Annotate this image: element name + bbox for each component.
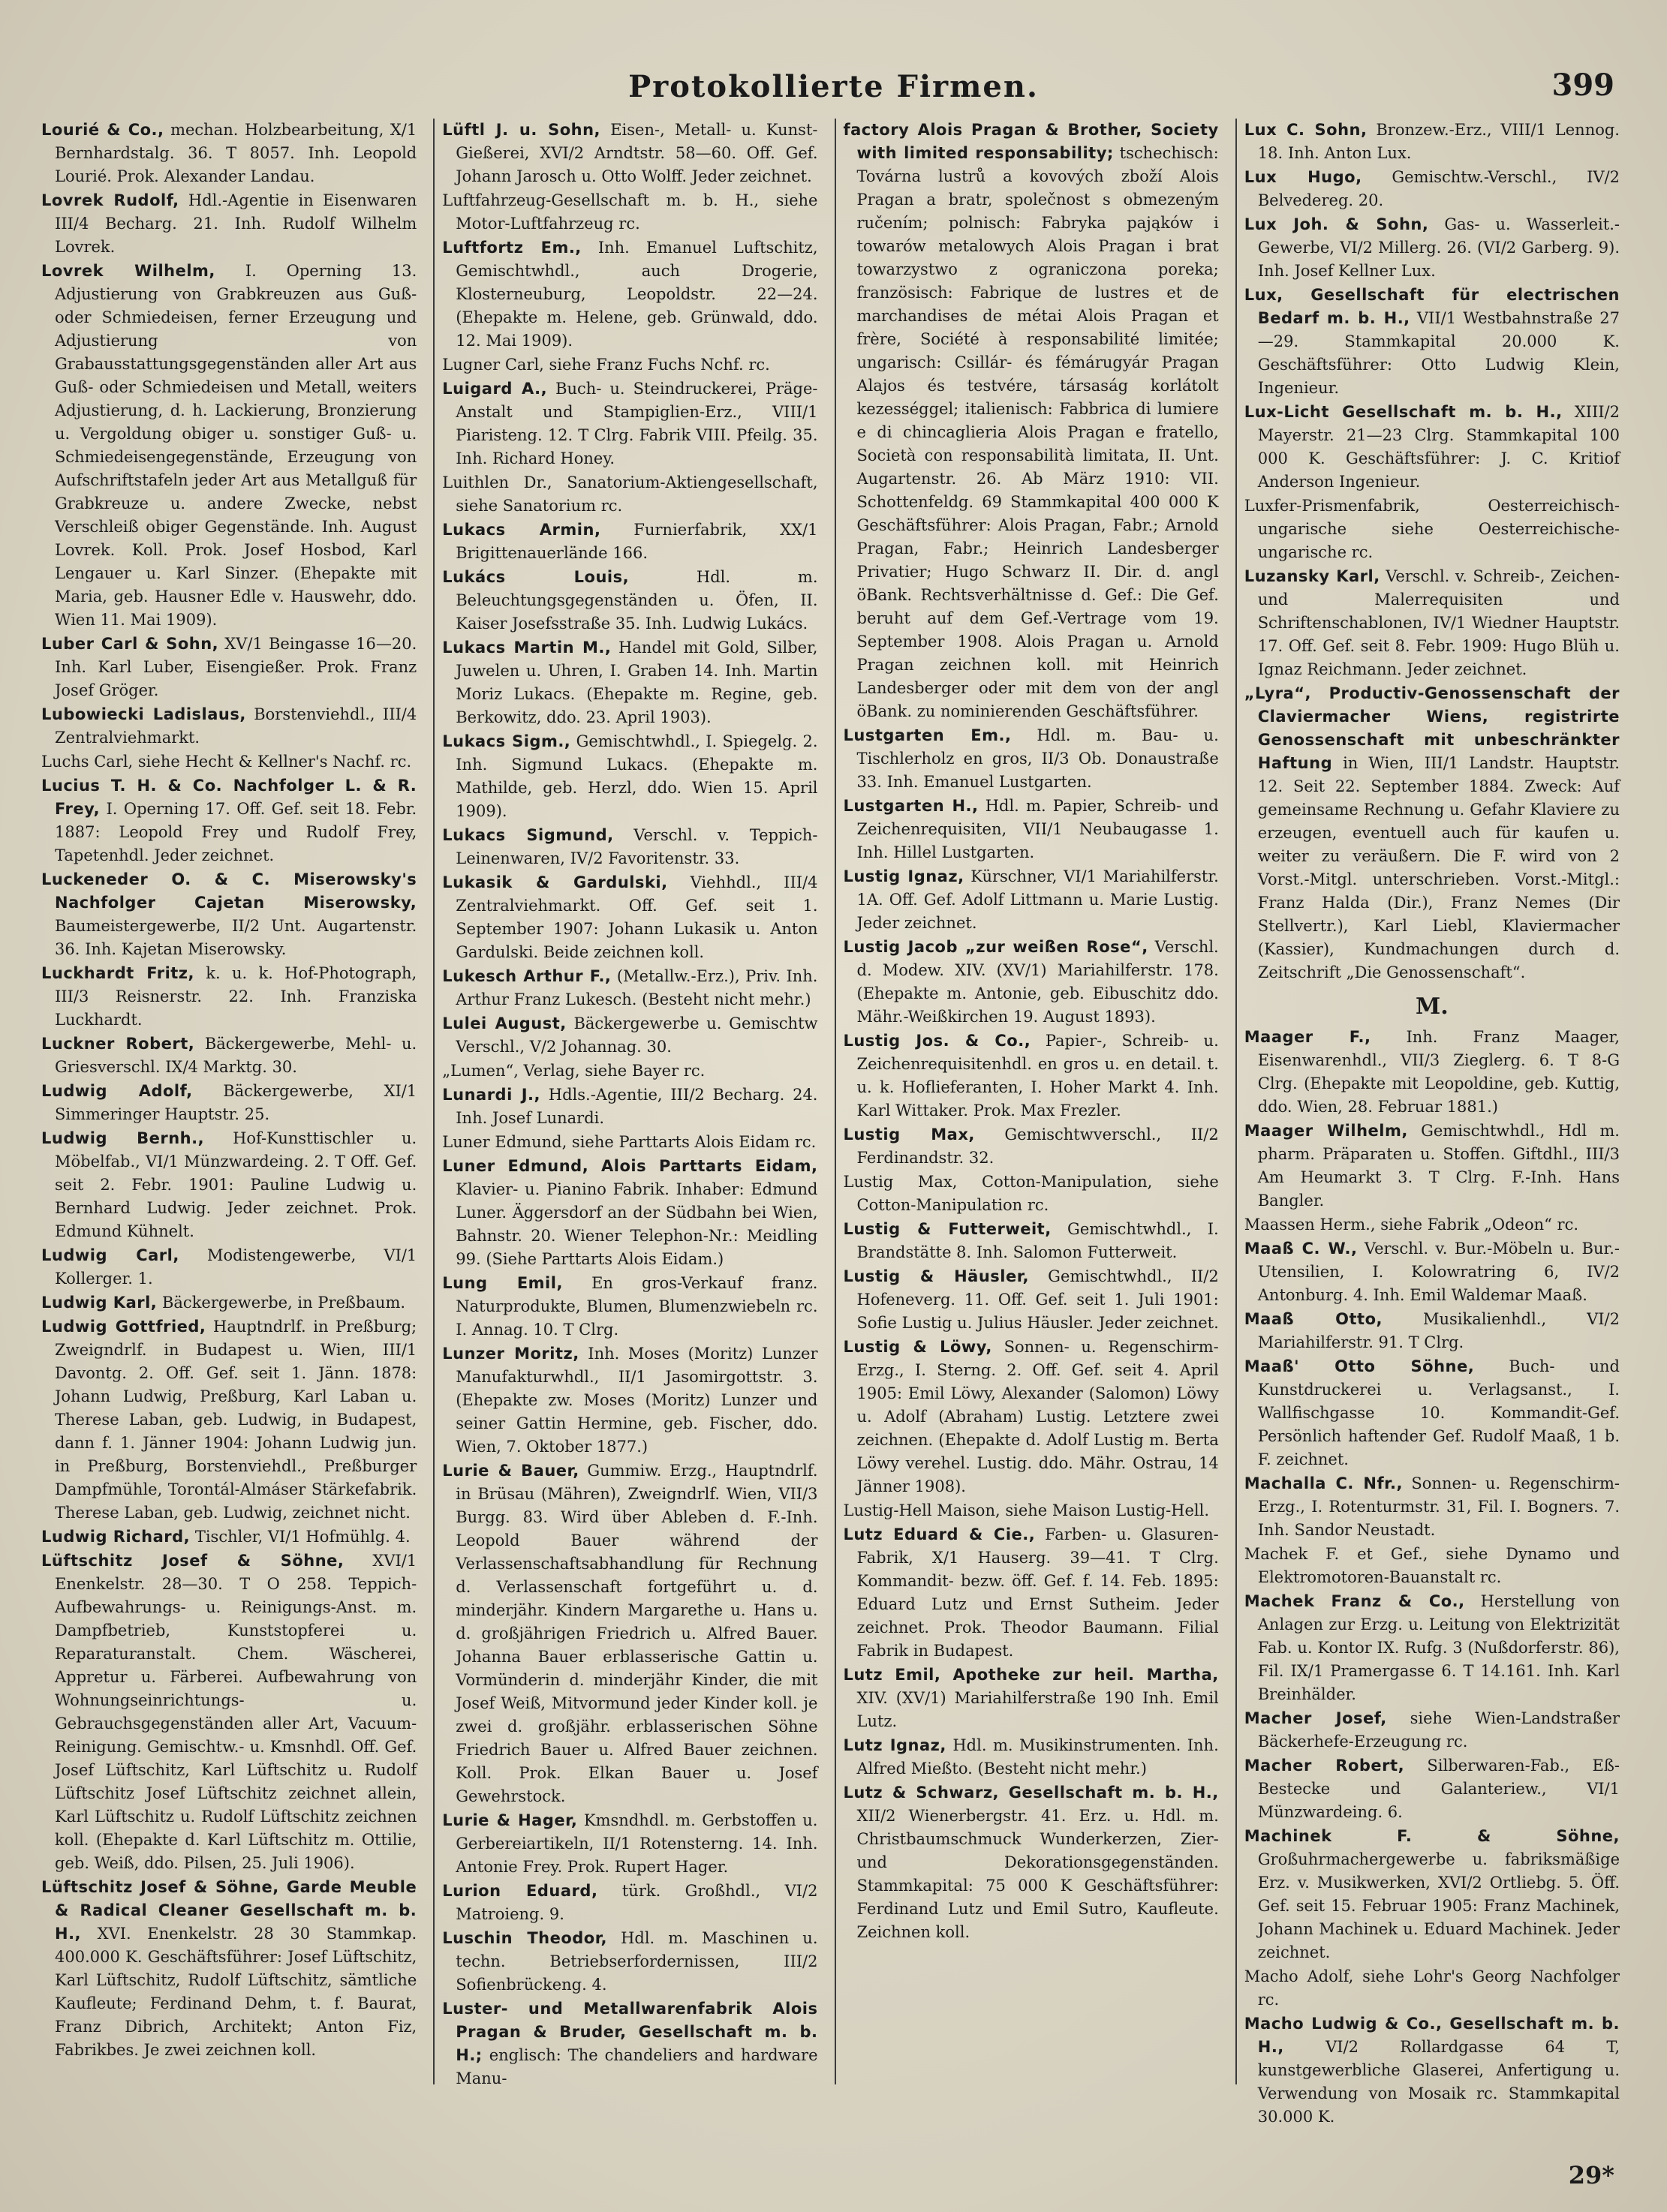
- directory-entry: [844, 1336, 1219, 1498]
- entry-text: Lugner Carl, siehe Franz Fuchs Nchf. rc.: [442, 356, 770, 374]
- entry-text: Herstellung von Anlagen zur Erzg. u. Leitung von Elektrizität Fab. u. Kontor IX. Rufg. 3 (Nußdorferstr. 86), Fil. IX/1 Pramergasse 6. T 14.161. Inh. Karl Breinhälder.: [1257, 1592, 1620, 1703]
- firm-name: Lurion Eduard,: [442, 1882, 598, 1900]
- entry-text: Farben- u. Glasuren-Fabrik, X/1 Hauserg. 39—41. T Clrg. Kommandit- bezw. öff. Gef. f. 14. Feb. 1895: Eduard Lutz und Ernst Sutheim. Jeder zeichnet. Prok. Theodor Baumann. Filial Fabrik in Budapest.: [856, 1525, 1219, 1660]
- directory-entry: [844, 865, 1219, 935]
- firm-name: Lüftl J. u. Sohn,: [442, 121, 601, 139]
- entry-text: I. Operning 13. Adjustierung von Grabkreuzen aus Guß- oder Schmiedeisen, ferner Erzeugung und Adjustierung von Grabausstattungsgegenständen aller Art aus Guß- oder Schmiedeisen und Metall, weiters Adjustierung, d. h. Lackierung, Bronzierung u. Vergoldung obiger u. sonstiger Guß- u. Schmiedeisengegenstände, Erzeugung von Aufschriftstafeln jeder Art aus Metallguß für Grabkreuze u. andere Zwecke, nebst Verschleiß obiger Gegenstände. Inh. August Lovrek. Koll. Prok. Josef Hosbod, Karl Lengauer u. Karl Sinzer. (Ehepakte mit Maria, geb. Hausner Edle v. Hauswehr, ddo. Wien 11. Mai 1909).: [55, 262, 417, 629]
- entry-text: Luxfer-Prismenfabrik, Oesterreichisch-ungarische siehe Oesterreichische-ungarische rc.: [1244, 497, 1620, 561]
- entry-text: Sonnen- u. Regenschirm-Erzg., I. Sterng. 2. Off. Gef. seit 4. April 1905: Emil Löwy, Alexander (Salomon) Löwy u. Adolf (Abraham) Lustig. Letztere zwei zeichnen. (Ehepakte d. Adolf Lustig m. Berta Löwy verehel. Lustig. ddo. Mähr. Ostrau, 14 Jänner 1908).: [856, 1338, 1219, 1495]
- directory-entry: [1244, 1026, 1620, 1119]
- firm-name: Lux Hugo,: [1244, 168, 1362, 186]
- directory-entry: [1244, 494, 1620, 564]
- entry-text: Kürschner, VI/1 Mariahilferstr. 1A. Off. Gef. Adolf Littmann u. Marie Lustig. Jeder zeichnet.: [856, 867, 1219, 932]
- entry-text: Musikalienhdl., VI/2 Mariahilferstr. 91. T Clrg.: [1257, 1310, 1620, 1351]
- entry-text: Bronzew.-Erz., VIII/1 Lennog. 18. Inh. Anton Lux.: [1257, 121, 1620, 162]
- directory-entry: [844, 795, 1219, 864]
- directory-entry: [442, 1342, 817, 1459]
- firm-name: Lunzer Moritz,: [442, 1345, 579, 1363]
- firm-name: Lustgarten Em.,: [843, 726, 1012, 744]
- directory-entry: [442, 730, 817, 823]
- entry-text: Gemischtwhdl., I. Brandstätte 8. Inh. Salomon Futterweit.: [856, 1220, 1219, 1261]
- firm-name: Lukacs Sigmund,: [442, 826, 614, 844]
- directory-entry: [844, 936, 1219, 1029]
- directory-entry: [41, 1291, 417, 1315]
- directory-entry: [1244, 1355, 1620, 1471]
- column-4: [1235, 119, 1626, 2126]
- directory-entry: [1244, 1825, 1620, 1964]
- entry-text: k. u. k. Hof-Photograph, III/3 Reisnerstr. 22. Inh. Franziska Luckhardt.: [55, 964, 417, 1029]
- directory-entry: [442, 1131, 817, 1154]
- entry-text: Buch- und Kunstdruckerei u. Verlagsanst., I. Wallfischgasse 10. Kommandit-Gef. Persönlich haftender Gef. Rudolf Maaß, 1 b. F. zeichnet.: [1257, 1357, 1620, 1468]
- firm-name: Macher Josef,: [1244, 1709, 1387, 1727]
- directory-entry: [1244, 1707, 1620, 1754]
- entry-text: Lustig Max, Cotton-Manipulation, siehe Cotton-Manipulation rc.: [843, 1173, 1219, 1214]
- directory-entry: [1244, 1120, 1620, 1213]
- entry-text: Tischler, VI/1 Hofmühlg. 4.: [194, 1528, 411, 1546]
- directory-entry: [442, 1059, 817, 1083]
- entry-text: Kmsndhdl. m. Gerbstoffen u. Gerbereiartikeln, II/1 Rotensterng. 14. Inh. Antonie Frey. Prok. Rupert Hager.: [456, 1811, 818, 1876]
- entry-text: Bäckergewerbe, in Preßbaum.: [161, 1294, 406, 1312]
- entry-text: Hof-Kunsttischler u. Möbelfab., VI/1 Münzwardeing. 2. T Off. Gef. seit 2. Febr. 1901: Pauline Ludwig u. Bernhard Ludwig. Jeder zeichnet. Prok. Edmund Kühnelt.: [55, 1129, 417, 1240]
- entry-text: Luchs Carl, siehe Hecht & Kellner's Nachf. rc.: [41, 753, 412, 771]
- firm-name: Lurie & Hager,: [442, 1811, 578, 1829]
- entry-text: Lustig-Hell Maison, siehe Maison Lustig-Hell.: [843, 1501, 1210, 1519]
- firm-name: Lung Emil,: [442, 1274, 563, 1292]
- entry-text: VI/2 Rollardgasse 64 T, kunstgewerbliche Glaserei, Anfertigung u. Verwendung von Mosaik rc. Stammkapital 30.000 K.: [1257, 2038, 1620, 2126]
- firm-name: Maager Wilhelm,: [1244, 1122, 1408, 1140]
- entry-text: siehe Wien-Landstraßer Bäckerhefe-Erzeugung rc.: [1257, 1709, 1620, 1751]
- directory-entry: [1244, 284, 1620, 400]
- directory-entry: [442, 566, 817, 636]
- firm-name: Lux-Licht Gesellschaft m. b. H.,: [1244, 403, 1563, 421]
- firm-name: Ludwig Karl,: [41, 1294, 158, 1312]
- firm-name: Luzansky Karl,: [1244, 567, 1380, 585]
- firm-name: Lubowiecki Ladislaus,: [41, 705, 246, 723]
- entry-text: englisch: The chandeliers and hardware Manu-: [456, 2046, 818, 2087]
- entry-text: in Wien, III/1 Landstr. Hauptstr. 12. Seit 22. September 1884. Zweck: Auf gemeinsame Rechnung u. Gefahr Klaviere zu erzeugen, eventuell auch für kaufen u. weiter zu veräußern. Die F. wird von 2 Vorst.-Mitgl. unterschrieben. Vorst.-Mitgl.: Franz Halda (Dir.), Franz Nemes (Dir Stellvertr.), Karl Liebl, Klaviermacher (Kassier), Kundmachungen durch d. Zeitschrift „Die Genossenschaft“.: [1257, 754, 1620, 981]
- directory-entry: [1244, 682, 1620, 984]
- directory-entry: [41, 774, 417, 867]
- directory-entry: [1244, 401, 1620, 494]
- entry-text: VII/1 Westbahnstraße 27—29. Stammkapital 20.000 K. Geschäftsführer: Otto Ludwig Klein, Ingenieur.: [1257, 309, 1620, 397]
- entry-text: Großuhrmachergewerbe u. fabriksmäßige Erz. v. Musikwerken, XVI/2 Ortliebg. 5. Öff. Gef. seit 15. Februar 1905: Franz Machinek, Johann Machinek u. Eduard Machinek. Jeder zeichnet.: [1257, 1850, 1620, 1961]
- firm-name: Macho Ludwig & Co., Gesellschaft m. b. H.,: [1244, 2015, 1620, 2056]
- entry-text: Viehhdl., III/4 Zentralviehmarkt. Off. Gef. seit 1. September 1907: Johann Lukasik u. Anton Gardulski. Beide zeichnen koll.: [456, 873, 818, 961]
- page-number: 399: [1551, 68, 1614, 103]
- firm-name: Lutz Eduard & Cie.,: [843, 1525, 1036, 1543]
- entry-text: Gas- u. Wasserleit.-Gewerbe, VI/2 Millerg. 26. (VI/2 Garberg. 9). Inh. Josef Kellner Lux.: [1257, 215, 1620, 280]
- column-1: [41, 119, 423, 2084]
- directory-entry: [442, 377, 817, 470]
- entry-text: Handel mit Gold, Silber, Juwelen u. Uhren, I. Graben 14. Inh. Martin Moriz Lukacs. (Ehepakte m. Regine, geb. Berkowitz, ddo. 23. April 1903).: [456, 639, 818, 726]
- firm-name: Luschin Theodor,: [442, 1929, 607, 1947]
- directory-entry: [41, 868, 417, 961]
- entry-text: Verschl. d. Modew. XIV. (XV/1) Mariahilferstr. 178. (Ehepakte m. Antonie, geb. Eibuschitz ddo. Mähr.-Weißkirchen 19. August 1893).: [856, 938, 1219, 1026]
- entry-text: Hauptndrlf. in Preßburg; Zweigndrlf. in Budapest u. Wien, III/1 Davontg. 2. Off. Gef. seit 1. Jänn. 1878: Johann Ludwig, Preßburg, Karl Laban u. Therese Laban, geb. Ludwig, in Budapest, dann f. 1. Jänner 1904: Johann Ludwig jun. in Preßburg, Borstenviehdl., Preßburger Dampfmühle, Torontál-Almáser Stärkefabrik. Therese Laban, geb. Ludwig, zeichnet nicht.: [55, 1318, 417, 1522]
- entry-text: Gemischtw.-Verschl., IV/2 Belvedereg. 20.: [1257, 168, 1620, 209]
- directory-entry: [41, 703, 417, 750]
- firm-name: Lukacs Martin M.,: [442, 639, 612, 657]
- entry-text: Sonnen- u. Regenschirm-Erzg., I. Rotenturmstr. 31, Fil. I. Bogners. 7. Inh. Sandor Neustadt.: [1257, 1474, 1620, 1539]
- entry-text: tschechisch: Továrna lustrů a kovových zboží Alois Pragan a bratr, společnost s obmezeným ručením; polnisch: Fabryka pająków i towarów metalowych Alois Pragan i brat towarzystwo z ograniczona poreka; französisch: Fabrique de lustres et de marchandises de métai Alois Pragan et frère, Société à responsabilité limitée; ungarisch: Csillár- és fémárugyár Pragan Alajos és testvére, társaság korlátolt kezességgel; italienisch: Fabbrica di lumiere e di chincaglieria Alois Pragan e fratello, Società con responsabilità limitata, II. Unt. Augartenstr. 26. Ab März 1910: VII. Schottenfeldg. 69 Stammkapital 400 000 K Geschäftsführer: Alois Pragan, Fabr.; Arnold Pragan, Fabr.; Heinrich Landesberger Privatier; Hugo Schwarz II. Dir. d. angl öBank. Rechtsverhältnisse d. Gef.: Die Gef. beruht auf dem Gef.-Vertrage vom 19. September 1908. Alois Pragan u. Arnold Pragan zeichnen koll. mit Heinrich Landesberger oder mit dem von der angl öBank. zu nominierenden Geschäftsführer.: [856, 144, 1219, 720]
- directory-entry: [41, 1549, 417, 1875]
- firm-name: Lucius T. H. & Co. Nachfolger L. & R. Frey,: [41, 777, 417, 818]
- firm-name: Lustig Jacob „zur weißen Rose“,: [843, 938, 1148, 956]
- entry-text: Klavier- u. Pianino Fabrik. Inhaber: Edmund Luner. Äggersdorf an der Südbahn bei Wien, Bahnstr. 20. Wiener Telephon-Nr.: Meidling 99. (Siehe Parttarts Alois Eidam.): [456, 1180, 818, 1268]
- running-title: Protokollierte Firmen.: [628, 69, 1039, 104]
- entry-text: Buch- u. Steindruckerei, Präge-Anstalt und Stampiglien-Erz., VIII/1 Piaristeng. 12. T Clrg. Fabrik VIII. Pfeilg. 35. Inh. Richard Honey.: [456, 380, 818, 467]
- directory-entry: [1244, 565, 1620, 681]
- firm-name: Lovrek Wilhelm,: [41, 262, 215, 280]
- firm-name: Lutz Ignaz,: [843, 1736, 946, 1754]
- firm-name: Lunardi J.,: [442, 1086, 540, 1104]
- directory-entry: [41, 1032, 417, 1079]
- firm-name: Lustgarten H.,: [843, 797, 979, 815]
- firm-name: Ludwig Carl,: [41, 1246, 179, 1264]
- directory-entry: [442, 1809, 817, 1879]
- firm-name: Machinek F. & Söhne,: [1244, 1827, 1620, 1845]
- entry-text: Silberwaren-Fab., Eß-Bestecke und Galanteriew., VI/1 Münzwardeing. 6.: [1257, 1757, 1620, 1821]
- directory-entry: [41, 1876, 417, 2062]
- directory-entry: [41, 1127, 417, 1243]
- entry-text: Hdl. m. Bau- u. Tischlerholz en gros, II/3 Ob. Donaustraße 33. Inh. Emanuel Lustgarten.: [856, 726, 1219, 791]
- firm-name: Lustig & Löwy,: [843, 1338, 992, 1356]
- firm-name: Luftfortz Em.,: [442, 239, 582, 257]
- entry-text: Bäckergewerbe, XI/1 Simmeringer Hauptstr. 25.: [55, 1082, 417, 1123]
- entry-text: Hdl. m. Beleuchtungsgegenständen u. Öfen, II. Kaiser Josefsstraße 35. Inh. Ludwig Lukács.: [456, 568, 818, 633]
- directory-entry: [1244, 166, 1620, 212]
- entry-text: Hdl. m. Musikinstrumenten. Inh. Alfred Mießto. (Besteht nicht mehr.): [856, 1736, 1219, 1778]
- firm-name: Lüftschitz Josef & Söhne, Garde Meuble & Radical Cleaner Gesellschaft m. b. H.,: [41, 1878, 417, 1943]
- firm-name: Ludwig Adolf,: [41, 1082, 193, 1100]
- entry-text: Inh. Moses (Moritz) Lunzer Manufakturwhdl., II/1 Jasomirgottstr. 3. (Ehepakte zw. Moses (Moritz) Lunzer und seiner Gattin Hermine, geb. Fischer, ddo. Wien, 7. Oktober 1877.): [456, 1345, 818, 1456]
- section-letter: M.: [1416, 993, 1449, 1020]
- firm-name: Lukasik & Gardulski,: [442, 873, 668, 891]
- directory-entry: [41, 260, 417, 632]
- directory-entry: [442, 1083, 817, 1130]
- entry-text: Gemischtwhdl., I. Spiegelg. 2. Inh. Sigmund Lukacs. (Ehepakte m. Mathilde, geb. Herzl, ddo. Wien 15. April 1909).: [456, 732, 818, 820]
- directory-entry: [442, 1155, 817, 1271]
- directory-entry: [442, 965, 817, 1011]
- firm-name: Lux, Gesellschaft für electrischen Bedarf m. b. H.,: [1244, 286, 1620, 327]
- directory-entry: [41, 119, 417, 188]
- entry-text: Borstenviehdl., III/4 Zentralviehmarkt.: [55, 705, 417, 747]
- entry-text: Machek F. et Gef., siehe Dynamo und Elektromotoren-Bauanstalt rc.: [1244, 1545, 1620, 1586]
- firm-name: Machek Franz & Co.,: [1244, 1592, 1465, 1610]
- firm-name: Lustig Jos. & Co.,: [843, 1032, 1031, 1050]
- firm-name: Luckner Robert,: [41, 1035, 195, 1053]
- entry-text: XIII/2 Mayerstr. 21—23 Clrg. Stammkapital 100 000 K. Geschäftsführer: J. C. Kritiof Anderson Ingenieur.: [1257, 403, 1620, 491]
- firm-name: Lurie & Bauer,: [442, 1462, 579, 1480]
- entry-text: Luftfahrzeug-Gesellschaft m. b. H., siehe Motor-Luftfahrzeug rc.: [442, 191, 818, 233]
- entry-text: Macho Adolf, siehe Lohr's Georg Nachfolger rc.: [1244, 1967, 1620, 2009]
- directory-entry: [844, 1171, 1219, 1217]
- firm-name: Ludwig Bernh.,: [41, 1129, 205, 1147]
- firm-name: Luckeneder O. & C. Miserowsky's Nachfolger Cajetan Miserowsky,: [41, 870, 417, 912]
- firm-name: Lutz & Schwarz, Gesellschaft m. b. H.,: [843, 1784, 1219, 1802]
- directory-entry: [844, 1218, 1219, 1264]
- column-3: [835, 119, 1225, 2084]
- directory-columns: [41, 119, 1626, 2126]
- entry-text: Luner Edmund, siehe Parttarts Alois Eidam rc.: [442, 1133, 817, 1151]
- firm-name: Lukesch Arthur F.,: [442, 967, 612, 985]
- directory-entry: [844, 1664, 1219, 1733]
- entry-text: Hdl. m. Maschinen u. techn. Betriebserfordernissen, III/2 Sofienbrückeng. 4.: [456, 1929, 818, 1994]
- directory-entry: [41, 189, 417, 259]
- firm-name: Lux Joh. & Sohn,: [1244, 215, 1429, 233]
- entry-text: Gemischtwverschl., II/2 Ferdinandstr. 32.: [856, 1126, 1219, 1167]
- directory-entry: [442, 1880, 817, 1926]
- directory-entry: [442, 518, 817, 565]
- entry-text: Gemischtwhdl., II/2 Hofeneverg. 11. Off. Gef. seit 1. Juli 1901: Sofie Lustig u. Julius Häusler. Jeder zeichnet.: [856, 1267, 1219, 1332]
- firm-name: Maager F.,: [1244, 1028, 1371, 1046]
- entry-text: Bäckergewerbe u. Gemischtw Verschl., V/2 Johannag. 30.: [456, 1014, 818, 1056]
- entry-text: XIV. (XV/1) Mariahilferstraße 190 Inh. Emil Lutz.: [856, 1689, 1219, 1730]
- entry-text: XII/2 Wienerbergstr. 41. Erz. u. Hdl. m. Christbaumschmuck Wunderkerzen, Zier- und Dekorationsgegenständen. Stammkapital: 75 000 K Geschäftsführer: Ferdinand Lutz und Emil Sutro, Kaufleute. Zeichnen koll.: [856, 1807, 1219, 1941]
- directory-entry: [1244, 1965, 1620, 2012]
- directory-entry: [844, 1781, 1219, 1944]
- entry-text: Baumeistergewerbe, II/2 Unt. Augartenstr. 36. Inh. Kajetan Miserowsky.: [55, 917, 417, 958]
- directory-entry: [41, 1525, 417, 1549]
- directory-entry: [41, 1315, 417, 1525]
- entry-text: Hdls.-Agentie, III/2 Becharg. 24. Inh. Josef Lunardi.: [456, 1086, 818, 1127]
- entry-text: XVI/1 Enenkelstr. 28—30. T O 258. Teppich-Aufbewahrungs- u. Reinigungs-Anst. m. Dampfbetrieb, Kunststopferei u. Reparaturanstalt. Chem. Wäscherei, Appretur u. Färberei. Aufbewahrung von Wohnungseinrichtungs- u. Gebrauchsgegenständen aller Art, Vacuum-Reinigung. Gemischtw.- u. Kmsnhdl. Off. Gef. Josef Lüftschitz, Karl Lüftschitz u. Rudolf Lüftschitz Josef Lüftschitz zeichnet allein, Karl Lüftschitz u. Rudolf Lüftschitz zeichnen koll. (Ehepakte d. Karl Lüftschitz m. Ottilie, geb. Weiß, ddo. Pilsen, 25. Juli 1906).: [55, 1552, 417, 1872]
- firm-name: Lustig Max,: [843, 1126, 975, 1144]
- firm-name: „Lyra“, Productiv-Genossenschaft der Claviermacher Wiens, registrirte Genossenschaft mit unbeschränkter Haftung: [1244, 684, 1620, 772]
- firm-name: Machalla C. Nfr.,: [1244, 1474, 1403, 1492]
- directory-entry: [844, 1523, 1219, 1663]
- directory-entry: [41, 962, 417, 1032]
- firm-name: Lustig & Futterweit,: [843, 1220, 1052, 1238]
- entry-text: Maassen Herm., siehe Fabrik „Odeon“ rc.: [1244, 1216, 1579, 1234]
- directory-entry: [41, 633, 417, 702]
- entry-text: Gemischtwhdl., Hdl m. pharm. Präparaten u. Stoffen. Giftdhl., III/3 Am Heumarkt 3. T Clrg. F.-Inh. Hans Bangler.: [1257, 1122, 1620, 1210]
- directory-entry: [442, 119, 817, 188]
- directory-entry: [844, 724, 1219, 794]
- directory-entry: [442, 236, 817, 353]
- directory-entry: [442, 871, 817, 964]
- directory-entry: [442, 353, 817, 377]
- entry-text: türk. Großhdl., VI/2 Matroieng. 9.: [456, 1882, 818, 1923]
- entry-text: XV/1 Beingasse 16—20. Inh. Karl Luber, Eisengießer. Prok. Franz Josef Gröger.: [55, 635, 417, 699]
- firm-name: factory Alois Pragan & Brother, Society with limited responsability;: [843, 121, 1219, 162]
- firm-name: Maaß C. W.,: [1244, 1240, 1358, 1258]
- directory-entry: [844, 1265, 1219, 1335]
- entry-text: XVI. Enenkelstr. 28 30 Stammkap. 400.000 K. Geschäftsführer: Josef Lüftschitz, Karl Lüftschitz, Rudolf Lüftschitz, sämtliche Kaufleute; Ferdinand Dehm, t. f. Baurat, Franz Dibrich, Architekt; Anton Fiz, Fabrikbes. Je zwei zeichnen koll.: [55, 1925, 417, 2059]
- directory-entry: [1244, 1754, 1620, 1824]
- firm-name: Lovrek Rudolf,: [41, 191, 179, 209]
- firm-name: Lutz Emil, Apotheke zur heil. Martha,: [843, 1666, 1219, 1684]
- page-header: [45, 69, 1622, 114]
- firm-name: Maaß' Otto Söhne,: [1244, 1357, 1475, 1375]
- directory-entry: [442, 1012, 817, 1059]
- entry-text: Eisen-, Metall- u. Kunst-Gießerei, XVI/2 Arndtstr. 58—60. Off. Gef. Johann Jarosch u. Otto Wolff. Jeder zeichnet.: [456, 121, 818, 185]
- directory-entry: [1244, 213, 1620, 283]
- entry-text: Modistengewerbe, VI/1 Kollerger. 1.: [55, 1246, 417, 1288]
- directory-entry: [442, 1997, 817, 2090]
- entry-text: Verschl. v. Teppich-Leinenwaren, IV/2 Favoritenstr. 33.: [456, 826, 818, 867]
- directory-entry: [1244, 1308, 1620, 1354]
- firm-name: Lukacs Sigm.,: [442, 732, 571, 750]
- firm-name: Luner Edmund, Alois Parttarts Eidam,: [442, 1157, 818, 1175]
- firm-name: Luigard A.,: [442, 380, 548, 398]
- firm-name: Lustig Ignaz,: [843, 867, 964, 885]
- entry-text: En gros-Verkauf franz. Naturprodukte, Blumen, Blumenzwiebeln rc. I. Annag. 10. T Clrg.: [456, 1274, 818, 1339]
- firm-name: Lukács Louis,: [442, 568, 630, 586]
- directory-entry: [1244, 1237, 1620, 1307]
- directory-entry: [442, 471, 817, 518]
- entry-text: Bäckergewerbe, Mehl- u. Griesverschl. IX/4 Marktg. 30.: [55, 1035, 417, 1076]
- directory-entry: [1244, 1543, 1620, 1589]
- firm-name: Luckhardt Fritz,: [41, 964, 195, 982]
- firm-name: Ludwig Gottfried,: [41, 1318, 206, 1336]
- directory-entry: [844, 1123, 1219, 1170]
- directory-entry: [844, 1029, 1219, 1123]
- directory-entry: [1244, 1590, 1620, 1706]
- firm-name: Lustig & Häusler,: [843, 1267, 1029, 1285]
- entry-text: Inh. Emanuel Luftschitz, Gemischtwhdl., auch Drogerie, Klosterneuburg, Leopoldstr. 22—24. (Ehepakte m. Helene, geb. Grünwald, ddo. 12. Mai 1909).: [456, 239, 818, 350]
- firm-name: Maaß Otto,: [1244, 1310, 1383, 1328]
- directory-entry: [442, 636, 817, 729]
- directory-entry: [442, 1927, 817, 1997]
- entry-text: Hdl. m. Papier, Schreib- und Zeichenrequisiten, VII/1 Neubaugasse 1. Inh. Hillel Lustgarten.: [856, 797, 1219, 861]
- directory-entry: [41, 1080, 417, 1126]
- entry-text: Gummiw. Erzg., Hauptndrlf. in Brüsau (Mähren), Zweigndrlf. Wien, VII/3 Burgg. 83. Wird über Ableben d. F.-Inh. Leopold Bauer während der Verlassenschaftsabhandlung für Rechnung d. Verlassenschaft fortgeführt u. d. minderjähr. Kindern Margarethe u. Hans u. d. großjährigen Friedrich u. Alfred Bauer. Johanna Bauer erblasserische Gattin u. Vormünderin d. minderjähr Kinder, die mit Josef Weiß, Mitvormund jeder Kinder koll. je zwei d. großjähr. erblasserischen Söhne Friedrich Bauer u. Alfred Bauer zeichnen. Koll. Prok. Elkan Bauer u. Josef Gewehrstock.: [456, 1462, 818, 1805]
- directory-entry: [844, 1499, 1219, 1522]
- firm-name: Lulei August,: [442, 1014, 567, 1032]
- entry-text: Verschl. v. Bur.-Möbeln u. Bur.-Utensilien, I. Kolowratring 6, IV/2 Antonburg. 4. Inh. Emil Waldemar Maaß.: [1257, 1240, 1620, 1304]
- entry-text: I. Operning 17. Off. Gef. seit 18. Febr. 1887: Leopold Frey und Rudolf Frey, Tapetenhdl. Jeder zeichnet.: [55, 800, 417, 864]
- directory-entry: [1244, 119, 1620, 165]
- directory-entry: [41, 1244, 417, 1291]
- firm-name: Lüftschitz Josef & Söhne,: [41, 1552, 345, 1570]
- entry-text: (Metallw.-Erz.), Priv. Inh. Arthur Franz Lukesch. (Besteht nicht mehr.): [456, 967, 818, 1008]
- entry-text: mechan. Holzbearbeitung, X/1 Bernhardstalg. 36. T 8057. Inh. Leopold Lourié. Prok. Alexander Landau.: [55, 121, 417, 185]
- entry-text: Papier-, Schreib- u. Zeichenrequisitenhdl. en gros u. en detail. t. u. k. Hoflieferanten, I. Hoher Markt 4. Inh. Karl Wittaker. Prok. Max Frezler.: [856, 1032, 1219, 1120]
- directory-entry: [1244, 1472, 1620, 1542]
- column-2: [433, 119, 823, 2087]
- directory-entry: [41, 750, 417, 774]
- directory-entry: [1244, 1213, 1620, 1237]
- firm-name: Macher Robert,: [1244, 1757, 1405, 1775]
- directory-entry: [442, 189, 817, 236]
- directory-entry: [1244, 2012, 1620, 2129]
- directory-entry: [442, 1459, 817, 1808]
- firm-name: Lourié & Co.,: [41, 121, 164, 139]
- firm-name: Ludwig Richard,: [41, 1528, 191, 1546]
- directory-entry: [844, 119, 1219, 723]
- entry-text: Luithlen Dr., Sanatorium-Aktiengesellschaft, siehe Sanatorium rc.: [442, 473, 818, 515]
- entry-text: „Lumen“, Verlag, siehe Bayer rc.: [442, 1062, 706, 1080]
- entry-text: Hdl.-Agentie in Eisenwaren III/4 Becharg. 21. Inh. Rudolf Wilhelm Lovrek.: [55, 191, 417, 256]
- entry-text: Furnierfabrik, XX/1 Brigittenauerlände 166.: [456, 521, 818, 562]
- firm-name: Lux C. Sohn,: [1244, 121, 1368, 139]
- firm-name: Luster- und Metallwarenfabrik Alois Pragan & Bruder, Gesellschaft m. b. H.;: [442, 2000, 818, 2064]
- sheet-signature: 29*: [1568, 2161, 1614, 2189]
- directory-entry: [844, 1734, 1219, 1781]
- firm-name: Luber Carl & Sohn,: [41, 635, 219, 653]
- entry-text: Verschl. v. Schreib-, Zeichen- und Malerrequisiten und Schriftenschablonen, IV/1 Wiedner Hauptstr. 17. Off. Gef. seit 8. Febr. 1909: Hugo Blüh u. Ignaz Reichmann. Jeder zeichnet.: [1257, 567, 1620, 678]
- directory-entry: [442, 1272, 817, 1342]
- directory-entry: [442, 824, 817, 870]
- firm-name: Lukacs Armin,: [442, 521, 601, 539]
- entry-text: Inh. Franz Maager, Eisenwarenhdl., VII/3 Zieglerg. 6. T 8-G Clrg. (Ehepakte mit Leopoldine, geb. Kuttig, ddo. Wien, 28. Februar 1881.): [1257, 1028, 1620, 1116]
